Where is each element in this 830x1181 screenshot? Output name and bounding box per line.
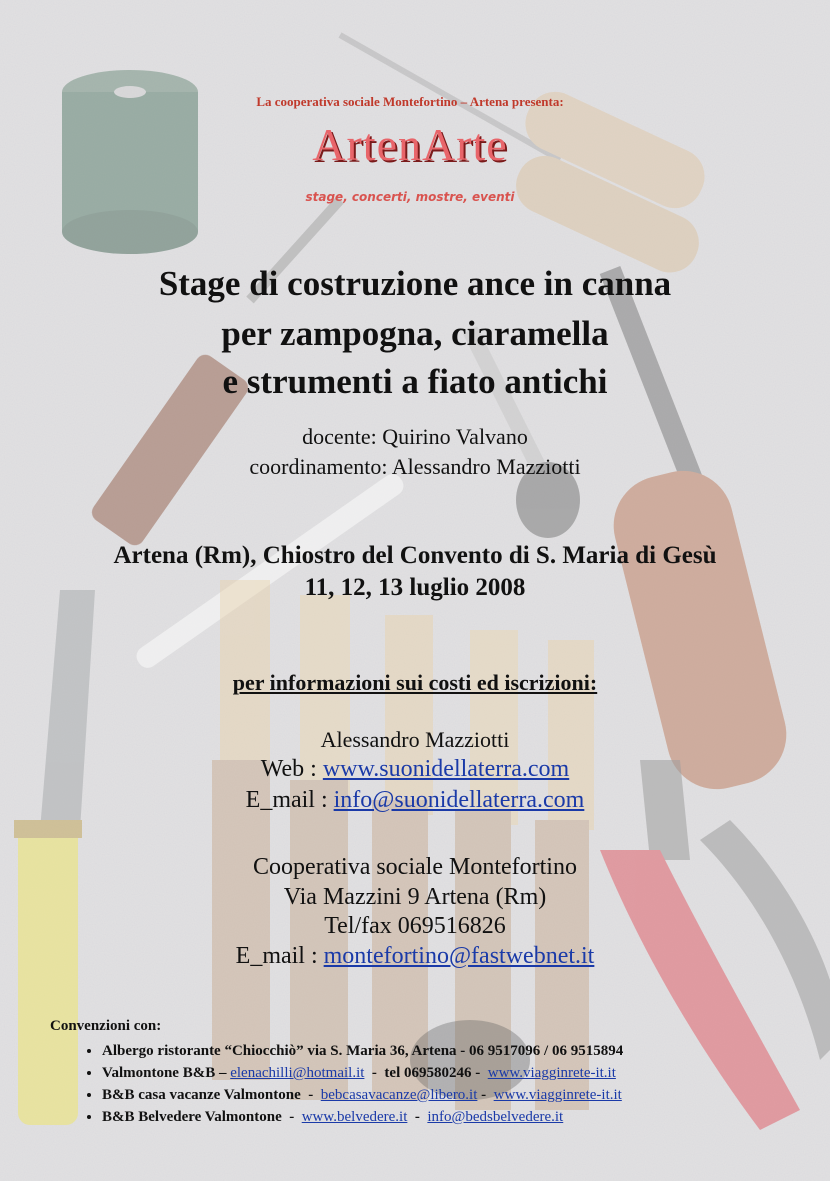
- email-link[interactable]: bebcasavacanze@libero.it: [320, 1087, 478, 1103]
- web-link[interactable]: www.suonidellaterra.com: [322, 756, 570, 782]
- email-link[interactable]: elenachilli@hotmail.it: [230, 1065, 365, 1081]
- email-label: E_mail :: [235, 943, 318, 969]
- title-line-2: per zampogna, ciaramella: [221, 314, 609, 353]
- info-heading: per informazioni sui costi ed iscrizioni:: [232, 670, 598, 695]
- list-item: • Valmontone B&B – elenachilli@hotmail.it - tel 069580246 - www.viagginrete-it.it: [102, 1062, 623, 1084]
- web-link[interactable]: www.viagginrete-it.it: [493, 1087, 622, 1103]
- email-label: E_mail :: [245, 787, 328, 813]
- convenzioni-title: Convenzioni con:: [50, 1018, 162, 1034]
- contact1-name: Alessandro Mazziotti: [320, 727, 510, 752]
- presenter-line: La cooperativa sociale Montefortino – Artena presenta:: [256, 94, 564, 109]
- contact2-address: Via Mazzini 9 Artena (Rm): [283, 884, 547, 910]
- email-link[interactable]: info@bedsbelvedere.it: [427, 1109, 564, 1125]
- convenzioni-list: [72, 1040, 623, 1128]
- contact2-name: Cooperativa sociale Montefortino: [253, 854, 577, 880]
- brand-logo: ArtenArte: [312, 119, 508, 170]
- web-label: Web :: [260, 756, 317, 782]
- title-line-1: Stage di costruzione ance in canna: [158, 264, 672, 303]
- web-link[interactable]: www.belvedere.it: [301, 1109, 408, 1125]
- coordinamento: coordinamento: Alessandro Mazziotti: [249, 454, 581, 479]
- tagline: stage, concerti, mostre, eventi: [305, 190, 515, 204]
- email-link[interactable]: montefortino@fastwebnet.it: [323, 943, 595, 969]
- list-item: • Albergo ristorante “Chiocchiò” via S. Maria 36, Artena - 06 9517096 / 06 9515894: [102, 1040, 623, 1062]
- web-link[interactable]: www.viagginrete-it.it: [487, 1065, 616, 1081]
- title-line-3: e strumenti a fiato antichi: [222, 362, 608, 401]
- contact1-web: [0, 756, 830, 783]
- email-link[interactable]: info@suonidellaterra.com: [333, 787, 585, 813]
- location: Artena (Rm), Chiostro del Convento di S. Maria di Gesù: [113, 542, 717, 569]
- contact1-email: [0, 787, 830, 814]
- list-item: • B&B Belvedere Valmontone - www.belvedere.it - info@bedsbelvedere.it: [102, 1106, 623, 1128]
- contact2-email: [0, 943, 830, 970]
- contact2-telfax: Tel/fax 069516826: [324, 913, 506, 939]
- dates: 11, 12, 13 luglio 2008: [304, 574, 526, 601]
- list-item: • B&B casa vacanze Valmontone - bebcasavacanze@libero.it - www.viagginrete-it.it: [102, 1084, 623, 1106]
- docente: docente: Quirino Valvano: [302, 424, 528, 449]
